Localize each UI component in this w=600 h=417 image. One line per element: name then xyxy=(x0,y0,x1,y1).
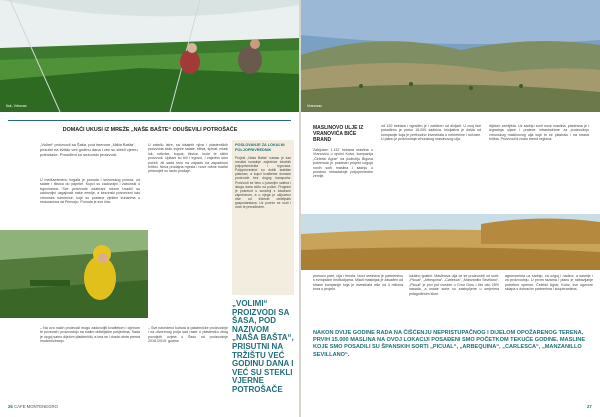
folio-left xyxy=(8,404,58,409)
sidebar-text: Projekt „Naša Bašta“ nastao je kao rezultat suradnje zajednice lokalnih poljoprivrednika i trgovaca. Poljoprivrednici su dobili stabilan plasman, a kupci kvalitetne domaće proizvode bez dugog transporta. Proizvodi se beru u jutarnjim satima i istoga dana stižu na police. Program je pokrenut u suradnji s lokalnom zajednicom, a u njega je uključeno više od trideset obiteljskih gospodarstava. Uz povrće se nudi i voće te prerađevine. xyxy=(235,156,291,210)
folio-right xyxy=(587,404,592,409)
greenhouse-photo xyxy=(0,0,299,112)
bottom-text-1: pomoću pare, ulja i fenola. Izvor sredstva je partnerstvo s evropskim institucijama. Mladi maslinjak je zasađen od strane kompanije koja je investirala više od 4 miliona eura u projekt. xyxy=(313,274,403,292)
magazine-title: CAFE MONTENEGRO xyxy=(13,404,58,409)
olive-field-photo xyxy=(301,214,600,270)
column-1: Zaključen 1.157 hektara maslina u Vranoviću u općini Kotor, kompanija „Čelebić Agrar“ na području Bigova pokrenula je poseban projekt uzgoja novih sorti maslina i sadnju u prostoru nekadašnje poljoprivredne zemlje. xyxy=(313,148,373,179)
bottom-text-2: lokalno gostini. Maslinova ulja će se proizvoditi od sorti: „Picual“, „Arbequina“, „Carlesca“, „Manzanillo Sevillano“. „Picual“ je prvi put uveden u Crnu Goru i čini oko 25% nasada, a ostale sorte su zastupljene u omjerima prilagođenim klimi. xyxy=(409,274,499,296)
page-number: 26 xyxy=(8,404,13,409)
bottom-text-3: agronomima uz sadnju, za uzgoj i nadzor, a kasnije i za proizvodnju. U prvim fazama i planu je nabavljanje potrebne opreme. Čelebić Agrar, Kotor, sve ugovore sklapa s domaćim partnerima i kooperantima. xyxy=(505,274,593,292)
column-bottom-2: – Sve navedeno kultura iz plasteničke proizvodnje i sa otvorenog polja sad raste u plasteniku zbog povoljnih uvjeta u Šasu od proizvodnje 2018./2019. godine. xyxy=(148,326,228,344)
article-headline: DOMAĆI UKUSI IZ MREŽE „NAŠE BAŠTE“ ODUŠEVILI POTROŠAČE xyxy=(62,127,238,133)
article-headline: MASLINOVO ULJE IZ VRANOVIĆA BIĆE BRAND xyxy=(313,125,364,143)
photo-caption: Ilok, Vrhovac xyxy=(6,104,27,108)
farmer-photo xyxy=(0,230,148,318)
left-page xyxy=(0,0,299,417)
page-number: 27 xyxy=(587,404,592,409)
sidebar-box xyxy=(232,140,294,295)
article-lead: „Volimi“ proizvodi sa Šaša, pod imenom „Ništa Bašta“, prisutni na tržištu već godinu dana i već su stekli vjernu potrošače. Ponuđeni su sezonski proizvodi. xyxy=(40,142,138,157)
column-3: dijelom zemljišta. Uz sadnju sorti nove maslina, planirana je i izgradnja uljare i prateće infrastrukture za proizvodnju vrhunskog maslinovog ulja koje bi se plasiralo i na strana tržišta. Proizvod bi nosio brend regiona. xyxy=(489,124,589,142)
right-page xyxy=(301,0,600,417)
photo-caption: Vranovac xyxy=(307,104,323,108)
column-bottom-1: – Na ovo način proizvodi mogu zadovoljiti kvalitetom i cijenom te povećati i proizvodnju na malim obiteljskim posjedima. Sada je uzgoj samo dijelom plastenički, a ima se i dosta obrta prema moderniziranju. xyxy=(40,326,140,344)
headline-rule xyxy=(8,120,291,121)
column-1: U međuvremenu bogata je ponuda i sezonskog povrća, od salate i tikvica do paprike. Kupci su zadovoljni i zabunski u trgovinama. Sve proizvode odabrani rukom izradili su zadovoljni uzgajivači naše zemlje, a sezonski posvećeni kao vrhunske namirnice, koje su poslane vještim kuharima u restoranima na Primorju. Ponuda je sve šira. xyxy=(40,178,140,205)
pull-quote: „VOLIMI“ PROIZVODI SA ŠASA, POD NAZIVOM „NAŠA BAŠTA“, PRISUTNI NA TRŽIŠTU VEĆ GODINU DANA I VEĆ SU STEKLI VJERNE POTROŠAČE xyxy=(232,299,294,394)
column-2: U zaleđu Istre, sa lokalnih njiva i plasteničkih proizvoda stižu svježe salate, blitva, špinat, mladi luk, rotkvice, kupus, tikvice, buće te slični proizvodi. Upitani su bili i trgovci, i zajedno smo počeli, ali sada smo na zapadu na zapadnom tržištu. Nova prodajna mjesta i nove robne marke pridonijeli su rastu prodaje. xyxy=(148,143,228,174)
column-2: od 120 hektara i ograđen je i zaštićen od divljači. U ovoj fazi posađeno je preko 15.000 sadnica. Inicijativa je došla od kompanije koja je prethodno investirala u nekretnine i turizam. U planu je proizvodnja vrhunskog maslinovog ulja. xyxy=(381,124,481,142)
landscape-photo xyxy=(301,0,600,112)
pull-quote: NAKON DVIJE GODINE RADA NA ČIŠĆENJU NEPRISTUPAČNOG I DIJELOM OPOŽARENOG TERENA, PRVIH 15.000 MASLINA NA OVOJ LOKACIJI POSAĐENI SMO POČETKOM TEKUĆE GODINE. MASLINE KOJE SMO POSADILI SU ŠPANSKIH SORTI „PICUAL“, „ARBEQUINA“, „CARLESCA“, „MANZANILLO SEVILLANO“. xyxy=(313,330,586,358)
sidebar-title: POSLOVANJE ZA LOKALNI POLJOPRIVREDNIK xyxy=(235,143,285,152)
